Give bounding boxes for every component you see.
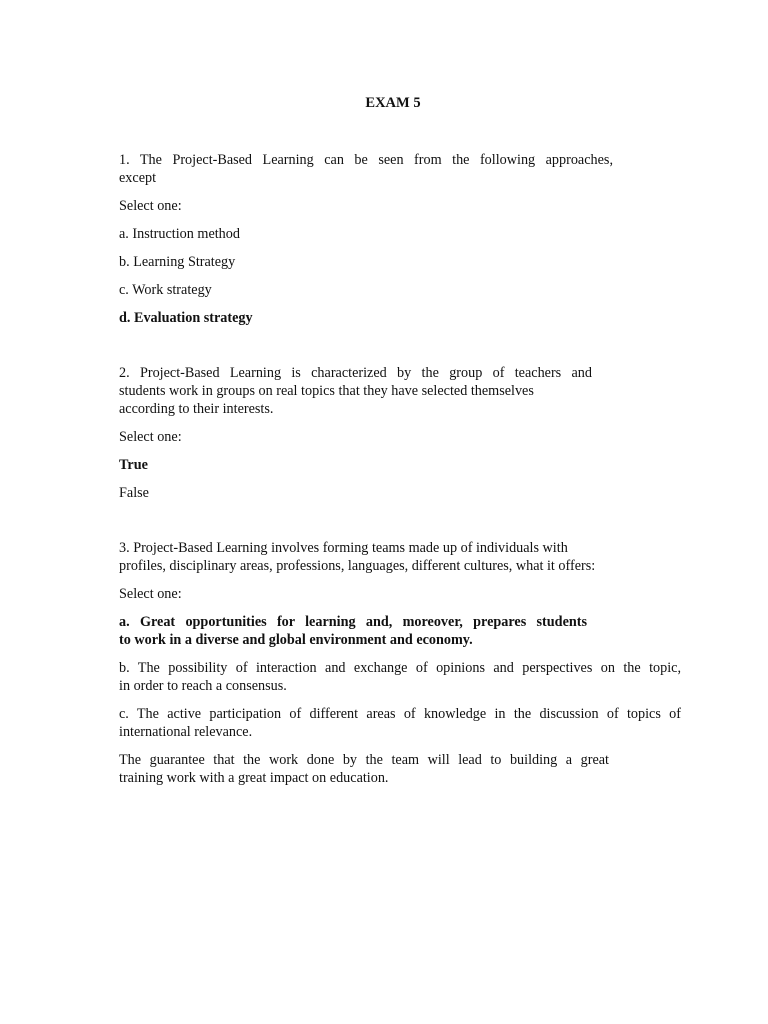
question-3-option-c-line: c. The active participation of different areas of knowledge in the discussion of topics of [119,706,681,722]
question-3-option-a-line: a. Great opportunities for learning and, moreover, prepares students [119,614,587,630]
question-3 [119,539,681,787]
question-2-stem-line: 2. Project-Based Learning is characterized by the group of teachers and [119,365,592,381]
select-one-label: Select one: [119,586,182,602]
question-3-option-b[interactable] [119,659,681,695]
question-1-option-c[interactable]: c. Work strategy [119,282,212,298]
question-1-stem-line: 1. The Project-Based Learning can be seen from the following approaches, [119,152,613,168]
question-3-stem-line: 3. Project-Based Learning involves forming teams made up of individuals with [119,540,568,556]
select-one-label: Select one: [119,198,182,214]
question-2 [119,364,592,502]
question-1-stem-line: except [119,170,157,186]
question-3-option-d-line: The guarantee that the work done by the team will lead to building a great [119,752,609,768]
question-3-option-c-line: international relevance. [119,724,253,740]
question-1-option-a[interactable]: a. Instruction method [119,226,240,242]
question-3-option-a[interactable] [119,613,587,649]
question-1-option-b[interactable]: b. Learning Strategy [119,254,236,270]
question-2-option-true[interactable]: True [119,457,148,473]
question-3-option-d-line: training work with a great impact on education. [119,770,389,786]
question-2-stem [119,364,592,418]
question-1-option-d[interactable]: d. Evaluation strategy [119,310,253,326]
question-3-option-b-line: b. The possibility of interaction and exchange of opinions and perspectives on the topic, [119,660,681,676]
question-3-option-c[interactable] [119,705,681,741]
question-3-option-a-line: to work in a diverse and global environment and economy. [119,632,473,648]
select-one-label: Select one: [119,429,182,445]
question-2-option-false[interactable]: False [119,485,149,501]
question-2-stem-line: according to their interests. [119,401,274,417]
question-3-option-b-line: in order to reach a consensus. [119,678,287,694]
question-2-stem-line: students work in groups on real topics that they have selected themselves [119,383,534,399]
question-3-option-d[interactable] [119,751,609,787]
question-3-stem-line: profiles, disciplinary areas, professions, languages, different cultures, what it offers: [119,558,596,574]
question-1-stem [119,151,613,187]
question-3-stem [119,539,609,575]
exam-title: EXAM 5 [365,95,421,111]
question-1 [119,151,613,327]
